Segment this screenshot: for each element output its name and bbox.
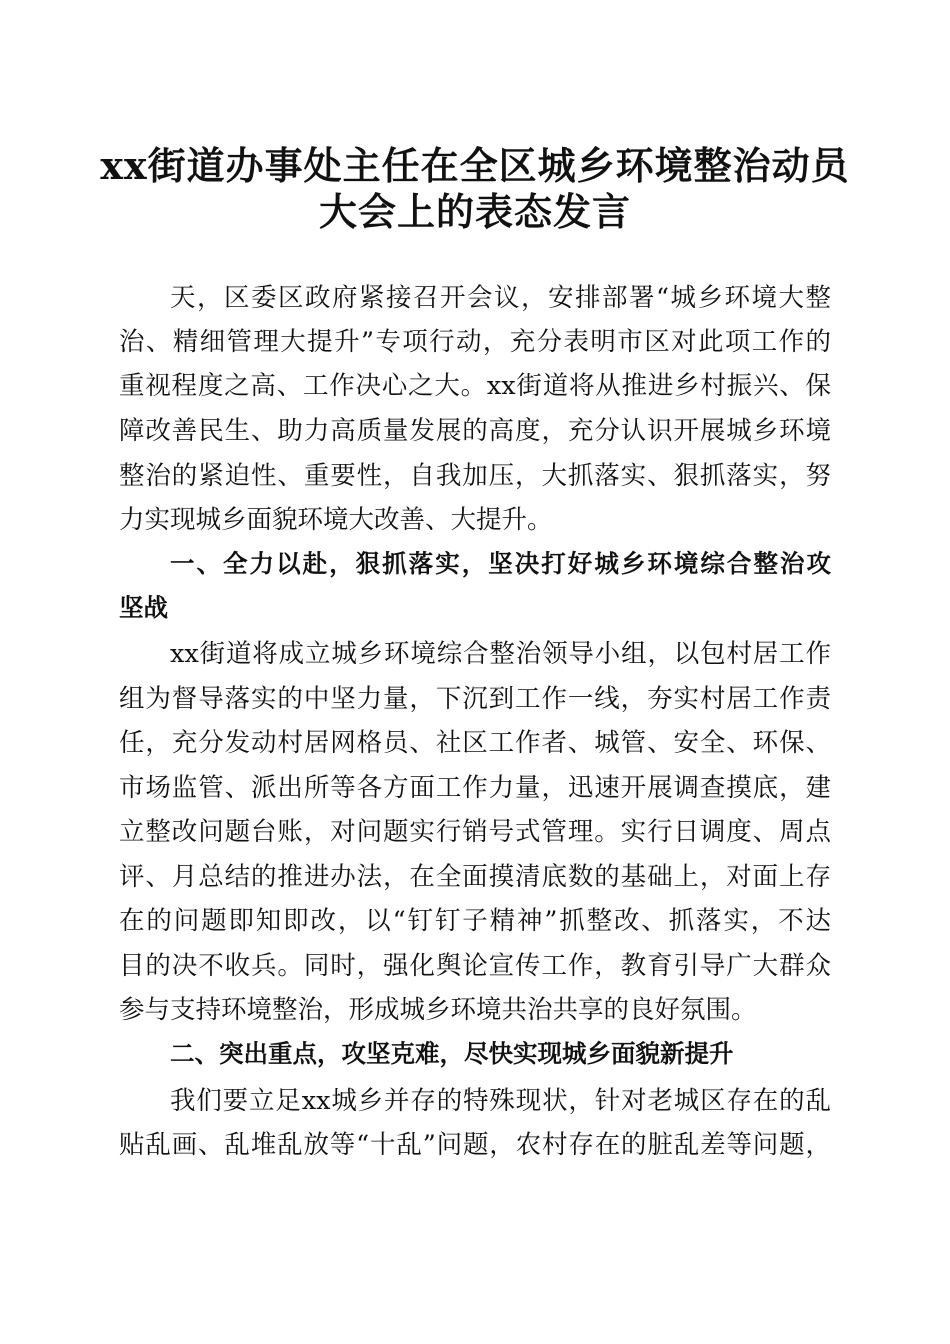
- paragraph-line: 贴乱画、乱堆乱放等“十乱”问题，农村存在的脏乱差等问题，: [119, 1130, 831, 1160]
- paragraph-line: 力实现城乡面貌环境大改善、大提升。: [119, 505, 553, 535]
- paragraph-line: 立整改问题台账，对问题实行销号式管理。实行日调度、周点: [119, 817, 831, 847]
- paragraph-line: 参与支持环境整治，形成城乡环境共治共享的良好氛围。: [119, 995, 757, 1025]
- section-heading-1: 一、全力以赴，狠抓落实，坚决打好城乡环境综合整治攻: [170, 549, 831, 578]
- paragraph-line: 目的决不收兵。同时，强化舆论宣传工作，教育引导广大群众: [119, 951, 831, 981]
- paragraph-line: 市场监管、派出所等各方面工作力量，迅速开展调查摸底，建: [119, 773, 831, 803]
- section-heading-2: 二、突出重点，攻坚克难，尽快实现城乡面貌新提升: [170, 1039, 734, 1068]
- document-title-line-2: 大会上的表态发言: [318, 189, 631, 234]
- paragraph-line: 我们要立足xx城乡并存的特殊现状，针对老城区存在的乱: [170, 1086, 831, 1116]
- paragraph-line: xx街道将成立城乡环境综合整治领导小组，以包村居工作: [170, 639, 831, 669]
- paragraph-line: 整治的紧迫性、重要性，自我加压，大抓落实、狠抓落实，努: [119, 461, 831, 491]
- paragraph-line: 评、月总结的推进办法，在全面摸清底数的基础上，对面上存: [119, 862, 831, 892]
- paragraph-line: 重视程度之高、工作决心之大。xx街道将从推进乡村振兴、保: [119, 371, 831, 401]
- paragraph-line: 在的问题即知即改，以“钉钉子精神”抓整改、抓落实，不达: [119, 906, 831, 936]
- paragraph-line: 组为督导落实的中坚力量，下沉到工作一线，夯实村居工作责: [119, 684, 831, 714]
- paragraph-line: 治、精细管理大提升”专项行动，充分表明市区对此项工作的: [119, 327, 831, 357]
- document-title-line-1: xx街道办事处主任在全区城乡环境整治动员: [100, 143, 850, 188]
- section-heading-1-cont: 坚战: [119, 593, 168, 622]
- paragraph-line: 障改善民生、助力高质量发展的高度，充分认识开展城乡环境: [119, 416, 831, 446]
- paragraph-line: 任，充分发动村居网格员、社区工作者、城管、安全、环保、: [119, 728, 831, 758]
- paragraph-line: 天，区委区政府紧接召开会议，安排部署“城乡环境大整: [170, 283, 831, 313]
